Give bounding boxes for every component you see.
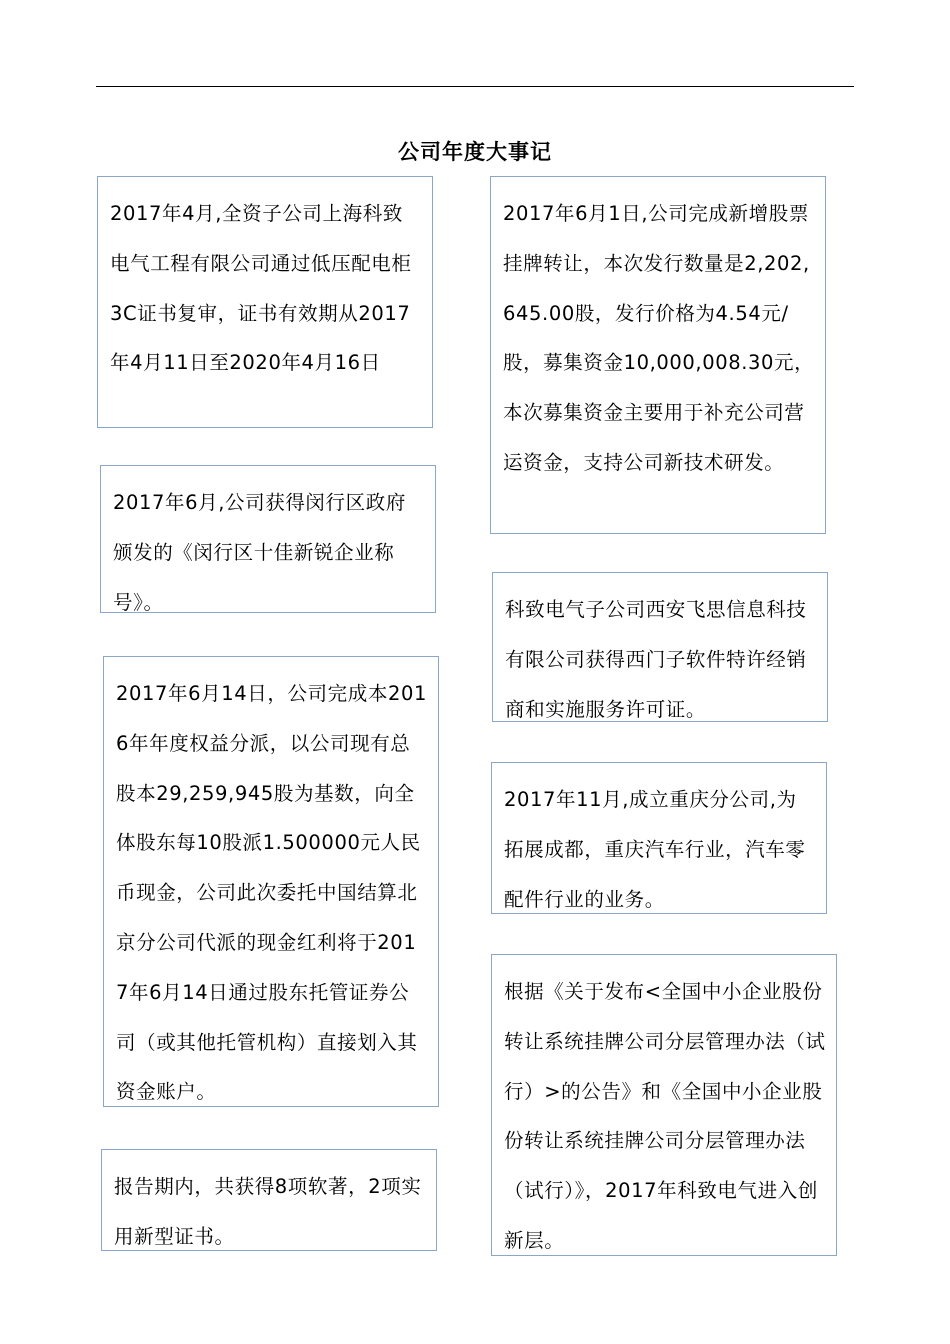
header-rule bbox=[96, 86, 854, 87]
event-text: 2017年6月,公司获得闵行区政府颁发的《闵行区十佳新锐企业称号》。 bbox=[113, 491, 406, 614]
page-title: 公司年度大事记 bbox=[398, 140, 552, 164]
event-text: 2017年4月,全资子公司上海科致电气工程有限公司通过低压配电柜3C证书复审，证书有效期从2017年4月11日至2020年4月16日 bbox=[110, 202, 412, 375]
event-box-left-1 bbox=[97, 176, 433, 428]
event-text: 2017年6月14日，公司完成本2016年年度权益分派，以公司现有总股本29,259,945股为基数，向全体股东每10股派1.500000元人民币现金，公司此次委托中国结算北京分公司代派的现金红利将于2017年6月14日通过股东托管证券公司（或其他托管机构）直接划入其资金账户。 bbox=[116, 682, 427, 1104]
event-box-left-3 bbox=[103, 656, 439, 1107]
event-text: 科致电气子公司西安飞思信息科技有限公司获得西门子软件特许经销商和实施服务许可证。 bbox=[505, 598, 807, 721]
event-box-left-4 bbox=[101, 1149, 437, 1251]
event-text: 根据《关于发布<全国中小企业股份转让系统挂牌公司分层管理办法（试行）>的公告》和《全国中小企业股份转让系统挂牌公司分层管理办法（试行）》，2017年科致电气进入创新层。 bbox=[504, 980, 826, 1252]
event-box-left-2 bbox=[100, 465, 436, 613]
event-text: 2017年11月,成立重庆分公司,为拓展成都，重庆汽车行业，汽车零配件行业的业务。 bbox=[504, 788, 806, 911]
event-text: 2017年6月1日,公司完成新增股票挂牌转让，本次发行数量是2,202,645.00股，发行价格为4.54元/股，募集资金10,000,008.30元，本次募集资金主要用于补充公司营运资金，支持公司新技术研发。 bbox=[503, 202, 815, 474]
event-box-right-3 bbox=[491, 762, 827, 914]
event-box-right-4 bbox=[491, 954, 837, 1256]
event-box-right-2 bbox=[492, 572, 828, 722]
event-text: 报告期内，共获得8项软著，2项实用新型证书。 bbox=[114, 1175, 422, 1248]
event-box-right-1 bbox=[490, 176, 826, 534]
